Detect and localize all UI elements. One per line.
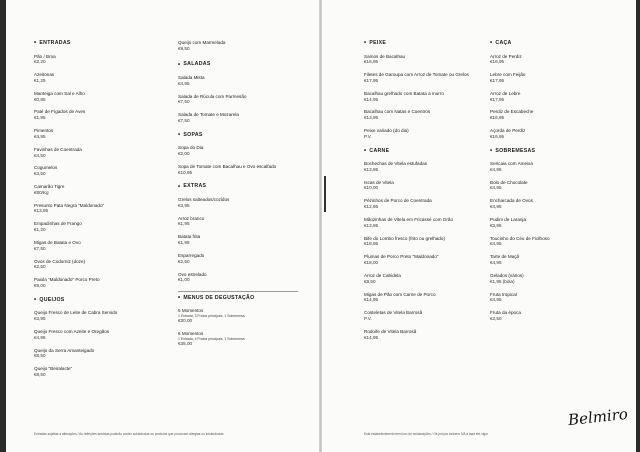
menu-item — [34, 91, 152, 102]
restaurant-logo: Belmiro — [567, 404, 629, 430]
item-name: Toucinho do Céu de Fiolhoso — [490, 235, 550, 241]
menu-item — [364, 54, 484, 65]
item-name: Queijo Fresco de Leite de Cabra Servido — [34, 310, 118, 316]
menu-item — [364, 292, 484, 303]
item-name: Arroz de Perdiz — [490, 53, 522, 59]
menu-item — [178, 308, 298, 324]
peixe-title — [364, 40, 484, 47]
entradas-section — [34, 40, 152, 289]
item-name: Esparregado — [178, 252, 205, 258]
section-title-text: QUEIJOS — [39, 296, 65, 303]
item-price: €4,95 — [490, 260, 502, 266]
menu-item — [34, 184, 152, 195]
menu-item — [490, 161, 610, 172]
item-price: €8,50 — [364, 278, 376, 284]
item-price: €14,95 — [364, 297, 379, 303]
item-name: Favinhas de Coentrada — [34, 146, 82, 152]
item-name: Salada Mista — [178, 74, 205, 80]
item-price: €18,00 — [364, 260, 379, 266]
item-price: €18,95 — [364, 241, 379, 247]
menu-item — [34, 240, 152, 251]
item-name: Salada de Rúcula com Parmesão — [178, 93, 247, 99]
bullet-icon: • — [364, 40, 367, 47]
item-price: €30,00 — [178, 318, 193, 324]
menu-item — [178, 164, 298, 175]
menu-item — [34, 165, 152, 176]
item-name: Arroz de Lebre — [490, 90, 521, 96]
section-title-text: ENTRADAS — [39, 40, 71, 46]
item-price: €0,85 — [34, 96, 46, 102]
menu-item — [364, 329, 484, 340]
menu-item — [178, 145, 298, 156]
menu-item — [34, 54, 152, 65]
menu-item — [490, 292, 610, 303]
item-price: €16,95 — [490, 115, 505, 121]
item-price: €4,95 — [178, 80, 190, 86]
bullet-icon: • — [34, 297, 37, 304]
menu-item — [490, 109, 610, 120]
right-column-1 — [364, 40, 484, 348]
item-price: €16,95 — [490, 133, 505, 139]
menu-item — [490, 217, 610, 228]
bullet-icon: • — [490, 147, 493, 154]
item-price: €14,95 — [364, 334, 379, 340]
item-price: €16,95 — [490, 59, 505, 65]
item-name: Presunto Pata Negra "Maldonado" — [34, 202, 105, 208]
item-name: Queijo da Serra Amanteigado — [34, 347, 95, 353]
item-name: Sopa do Dia — [178, 145, 204, 151]
menu-item — [178, 75, 298, 86]
menu-item — [34, 128, 152, 139]
item-name: Tarte de Maçã — [490, 254, 520, 260]
item-name: Cogumelos — [34, 165, 58, 171]
menu-item — [490, 180, 610, 191]
section-title-text: EXTRAS — [183, 183, 207, 190]
saladas-section — [178, 61, 298, 123]
menu-item — [364, 236, 484, 247]
bullet-icon: • — [364, 147, 367, 154]
item-price: €3,95 — [178, 202, 190, 208]
item-price: €1,20 — [34, 227, 46, 233]
item-name: Paté de Fígados de Aves — [34, 109, 86, 115]
item-name: Camarão Tigre — [34, 184, 65, 190]
item-price: €4,50 — [34, 152, 46, 158]
menu-item — [490, 273, 610, 284]
item-name: Costeletas de Vitela Barrosã — [364, 310, 423, 316]
bullet-icon: • — [178, 295, 181, 302]
menu-item — [34, 329, 152, 340]
item-name: Bacalhau com Natas e Coentros — [364, 109, 431, 115]
item-name: Queijo "Beiralacte" — [34, 366, 73, 372]
item-price: €13,95 — [364, 166, 379, 172]
item-name: Bochechas de Vitela estufadas — [364, 161, 427, 167]
menu-item — [34, 147, 152, 158]
item-price: €10,95 — [178, 169, 193, 175]
item-price: €2,00 — [178, 150, 190, 156]
bullet-icon: • — [178, 183, 181, 190]
menu-item — [364, 198, 484, 209]
menu-item — [178, 112, 298, 123]
item-name: Açorda de Perdiz — [490, 128, 526, 134]
item-name: Queijo Fresco com Azeite e Oregãos — [34, 329, 110, 334]
sobremesas-section — [490, 148, 610, 322]
item-price: €2,50 — [490, 316, 502, 322]
item-name: Azeitonas — [34, 72, 55, 78]
ca-a-title — [490, 40, 610, 47]
item-price: €3,95 — [490, 222, 502, 228]
tasting-menus-section — [178, 291, 298, 347]
menu-item — [364, 72, 484, 83]
item-price: €17,95 — [490, 96, 505, 102]
item-price: €7,50 — [34, 245, 46, 251]
menu-item — [490, 54, 610, 65]
entradas-title — [34, 40, 152, 47]
menu-item — [364, 161, 484, 172]
bullet-icon: • — [178, 61, 181, 68]
item-price: €13,95 — [364, 115, 379, 121]
item-price: €2,20 — [34, 59, 46, 65]
item-price: €35,00 — [178, 341, 193, 347]
section-title-text: PEIXE — [369, 40, 387, 46]
section-title-text: SOPAS — [183, 131, 203, 138]
menu-item — [364, 217, 484, 228]
item-price: €1,95 — [178, 221, 190, 227]
bullet-icon: • — [490, 40, 493, 47]
item-price: €3,95 — [34, 316, 46, 322]
item-name: Gelados (vários) — [490, 273, 524, 279]
item-name: Encharcada de Ovos — [490, 198, 533, 204]
item-name: Paiola "Maldonado" Porco Preto — [34, 277, 100, 283]
menu-item — [490, 72, 610, 83]
section-title-text: CAÇA — [495, 40, 512, 46]
menu-item — [34, 310, 152, 321]
item-price: €4,95 — [490, 204, 502, 210]
item-name: Sopa de Tomate com Bacalhau e Ovo escalfado — [178, 163, 277, 169]
menu-item — [34, 277, 152, 288]
right-column-2 — [490, 40, 610, 330]
item-price: €4,95 — [490, 166, 502, 172]
menu-item — [178, 253, 298, 264]
item-name: Bacalhau grelhado com Batata a murro — [364, 90, 444, 96]
item-name: Arroz branco — [178, 215, 205, 221]
item-price: €1,00 — [178, 277, 190, 283]
item-price: €4,95 — [490, 241, 502, 247]
item-name: Ovo estrelado — [178, 271, 207, 277]
item-price: €8,50 — [34, 372, 46, 378]
menu-item — [178, 94, 298, 105]
menu-item — [34, 109, 152, 120]
item-price: €7,50 — [178, 118, 190, 124]
item-name: Arroz de Cabidela — [364, 273, 401, 279]
item-price: P.V. — [364, 316, 372, 322]
peixe-section — [364, 40, 484, 140]
item-name: Bolo de Chocolate — [490, 179, 528, 185]
item-note: 1 Entrada, 3 Pratos principais, 1 Sobremesa — [178, 314, 245, 319]
item-name: 5 Momentos — [178, 308, 204, 314]
item-price: €4,95 — [490, 185, 502, 191]
item-name: Peixe variado (do dia) — [364, 128, 409, 134]
queijos-title — [34, 297, 152, 304]
item-name: Pão / Broa — [34, 53, 56, 59]
item-price: €3,50 — [34, 171, 46, 177]
item-name: Fruta da época — [490, 310, 521, 316]
item-price: €1,25 — [34, 77, 46, 83]
item-name: Rodoife de Vitela Barrosã — [364, 329, 417, 334]
menu-item — [490, 198, 610, 209]
item-name: Fruta tropical — [490, 291, 517, 297]
item-price: €17,95 — [490, 77, 505, 83]
saladas-title — [178, 61, 298, 68]
item-name: Mãozinhas de Vitela em Fricassé com Grão — [364, 217, 454, 223]
item-name: Grelos salteados/cozidos — [178, 196, 230, 202]
menu-item — [364, 180, 484, 191]
item-name: Perdiz de Escabeche — [490, 109, 534, 115]
left-footnote: Entradas sujeitas a alterações / As refeições servidas poderão conter substâncias ou produtos que provocam alergias ou intolerâncias — [34, 432, 224, 436]
queijos-section — [34, 297, 152, 378]
item-name: Pudim de Laranja — [490, 217, 527, 223]
item-name: Iscas de Vitela — [364, 179, 394, 185]
sopas-section — [178, 132, 298, 176]
item-price: €16,95 — [364, 59, 379, 65]
menu-item — [490, 236, 610, 247]
menu-item — [364, 254, 484, 265]
right-footnote: Este estabelecimento tem livro de reclamações / Os preços incluem IVA à taxa em vigor — [364, 432, 489, 436]
item-price: €7,50 — [178, 99, 190, 105]
menu-item — [364, 128, 484, 139]
item-name: Plumas de Porco Preto "Maldonado" — [364, 254, 439, 260]
bullet-icon: • — [178, 132, 181, 138]
menu-item — [178, 272, 298, 283]
item-name: Empadinhas de Frango — [34, 221, 82, 227]
menu-item — [34, 348, 152, 359]
item-name: Lebre com Feijão — [490, 72, 526, 78]
menu-item — [34, 72, 152, 83]
item-name: Pimentos — [34, 128, 54, 134]
menu-item — [490, 128, 610, 139]
item-price: €2,50 — [34, 264, 46, 270]
carne-section — [364, 148, 484, 341]
item-name: Batata frita — [178, 234, 201, 240]
section-title-text: CARNE — [369, 147, 390, 154]
item-price: €1,95 (bola) — [490, 278, 515, 284]
item-name: 6 Momentos — [178, 331, 204, 337]
ca-a-section — [490, 40, 610, 140]
item-name: Filetes de Garoupa com Arroz de Tomate ou Grelos — [364, 72, 469, 78]
menu-item — [34, 366, 152, 377]
right-menu-page — [322, 0, 636, 452]
item-name: Bife do Lombo fresco (frito ou grelhado) — [364, 235, 445, 241]
item-name: Salada de Tomate e Mozarela — [178, 112, 239, 118]
item-name: Sericaia com Ameixa — [490, 161, 533, 167]
section-title-text: MENUS DE DEGUSTAÇÃO — [183, 294, 255, 301]
left-menu-page — [6, 0, 320, 452]
menu-item — [490, 254, 610, 265]
menu-item — [178, 216, 298, 227]
item-price: €4,95 — [34, 133, 46, 139]
menu-item — [490, 310, 610, 321]
item-price: €17,95 — [364, 77, 379, 83]
item-price: €10,00 — [364, 185, 379, 191]
item-note: 1 Entrada, 4 Pratos principais, 1 Sobremesa — [178, 337, 245, 342]
ribbon-marker — [324, 176, 326, 212]
item-name: Queijo com Marmelada — [178, 40, 226, 45]
item-name: Samos de Bacalhau — [364, 53, 406, 59]
menu-item — [490, 91, 610, 102]
item-price: €14,95 — [364, 96, 379, 102]
menu-item — [178, 331, 298, 347]
item-price: €13,95 — [34, 208, 49, 214]
menu-item — [178, 197, 298, 208]
item-name: Pézinhos de Porco de Coentrada — [364, 198, 432, 204]
menu-item — [34, 221, 152, 232]
item-price: €1,95 — [34, 115, 46, 121]
item-price: €8,50 — [34, 353, 46, 359]
section-title-text: SOBREMESAS — [495, 147, 536, 154]
left-column-2 — [178, 40, 298, 355]
bullet-icon: • — [34, 40, 37, 47]
item-price: €2,50 — [178, 258, 190, 264]
extras-section — [178, 183, 298, 283]
menu-item — [178, 40, 298, 51]
menu-item — [364, 273, 484, 284]
item-price: €4,95 — [34, 334, 46, 340]
menu-item — [34, 259, 152, 270]
item-price: €9,50 — [178, 45, 190, 51]
item-price: €1,95 — [178, 239, 190, 245]
tasting-menus-title — [178, 295, 298, 302]
item-name: Migas de Batata e Ovo — [34, 240, 81, 246]
item-name: Manteiga com Sal e Alho — [34, 90, 85, 96]
item-price: €13,95 — [364, 222, 379, 228]
item-price: P.V. — [364, 133, 372, 139]
sobremesas-title — [490, 148, 610, 155]
menu-item — [364, 109, 484, 120]
sopas-title — [178, 132, 298, 139]
menu-item — [364, 91, 484, 102]
left-column-1 — [34, 40, 152, 386]
item-name: Ovos de Codorniz (doze) — [34, 258, 86, 264]
menu-item — [34, 203, 152, 214]
item-price: €4,95 — [490, 297, 502, 303]
section-title-text: SALADAS — [183, 61, 211, 68]
menu-item — [364, 310, 484, 321]
carne-title — [364, 148, 484, 155]
item-name: Migas de Pão com Carne de Porco — [364, 291, 436, 297]
extras-title — [178, 183, 298, 190]
item-price: €12,95 — [364, 204, 379, 210]
item-price: €80/Kg — [34, 189, 49, 195]
item-price: €9,00 — [34, 283, 46, 289]
menu-item — [178, 234, 298, 245]
